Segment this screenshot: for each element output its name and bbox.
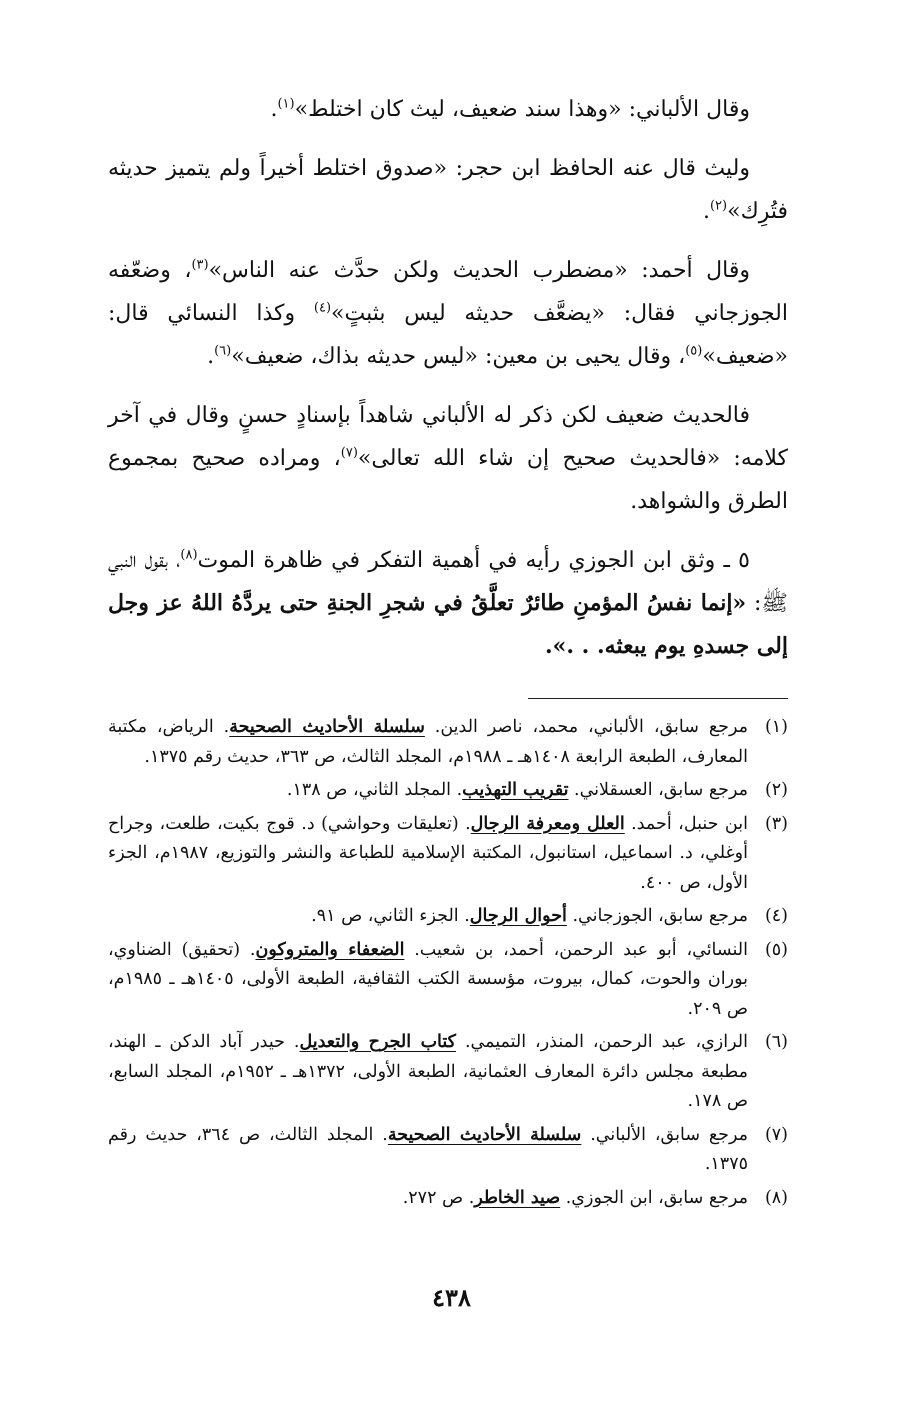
footnote-ref-8: (٨) bbox=[180, 547, 198, 563]
footnote-number: (٣) bbox=[764, 813, 788, 834]
paragraph-5-part-b: ، بقول النبي ﷺ: bbox=[108, 548, 789, 616]
paragraph-3-part-a: وقال أحمد: «مضطرب الحديث ولكن حدَّث عنه الناس» bbox=[208, 258, 750, 283]
paragraph-1-text: وقال الألباني: «وهذا سند ضعيف، ليث كان اختلط» bbox=[294, 97, 750, 122]
footnote-post: . (تعليقات وحواشي) د. قوج بكيت، طلعت، وجراح أوغلي، د. اسماعيل، استانبول، المكتبة الإسلامية للطباعة والنشر والتوزيع، ١٩٨٧م، الجزء الأول، ص ٤٠٠. bbox=[108, 813, 748, 893]
footnote-number: (٦) bbox=[764, 1032, 788, 1052]
footnote-pre: ابن حنبل، أحمد. bbox=[624, 813, 748, 834]
footnote-ref-3: (٣) bbox=[191, 257, 209, 273]
paragraph-3-end: . bbox=[207, 344, 215, 369]
footnote-item bbox=[108, 810, 788, 899]
book-title: أحوال الرجال bbox=[469, 906, 567, 926]
paragraph-3-part-b: ، وضعّفه الجوزجاني فقال: «يضعَّف حديثه ليس بثبتٍ» bbox=[108, 258, 788, 326]
footnote-text bbox=[108, 902, 748, 932]
footnote-ref-2: (٢) bbox=[709, 198, 728, 214]
footnotes bbox=[108, 713, 788, 1213]
footnote-number: (١) bbox=[764, 717, 788, 737]
footnote-ref-7: (٧) bbox=[340, 445, 358, 461]
paragraph-1-end: . bbox=[270, 97, 278, 122]
paragraph-2-text: وليث قال عنه الحافظ ابن حجر: «صدوق اختلط أخيراً ولم يتميز حديثه فتُرِك» bbox=[108, 156, 788, 224]
paragraph-3-part-c: وكذا النسائي قال: «ضعيف» bbox=[108, 301, 788, 369]
paragraph-4-part-a: فالحديث ضعيف لكن ذكر له الألباني شاهداً بإسنادٍ حسنٍ وقال في آخر كلامه: «فالحديث صحيح إن شاء الله تعالى» bbox=[108, 403, 788, 471]
book-title: سلسلة الأحاديث الصحيحة bbox=[387, 1124, 582, 1145]
paragraph-2-end: . bbox=[702, 199, 710, 224]
footnote-number: (٤) bbox=[764, 906, 788, 926]
book-title: صيد الخاطر bbox=[474, 1187, 561, 1208]
footnote-post: . ص ٢٧٢. bbox=[402, 1187, 475, 1208]
footnote-pre: مرجع سابق، الألباني، محمد، ناصر الدين. bbox=[424, 717, 749, 737]
book-title: سلسلة الأحاديث الصحيحة bbox=[229, 717, 425, 737]
footnote-text bbox=[108, 1184, 748, 1214]
footnote-item bbox=[108, 936, 788, 1025]
footnote-ref-1: (١) bbox=[277, 96, 295, 112]
footnote-post: . الرياض، مكتبة المعارف، الطبعة الرابعة ١٤٠٨هـ ـ ١٩٨٨م، المجلد الثالث، ص ٣٦٣، حديث رقم ١٣٧٥. bbox=[108, 717, 748, 767]
footnote-post: . المجلد الثاني، ص ١٣٨. bbox=[286, 780, 463, 800]
footnote-text bbox=[108, 1121, 748, 1180]
footnote-item bbox=[108, 902, 788, 932]
paragraph-5 bbox=[108, 539, 788, 668]
footnote-pre: مرجع سابق، ابن الجوزي. bbox=[560, 1187, 748, 1208]
footnote-pre: مرجع سابق، الجوزجاني. bbox=[566, 906, 748, 926]
footnote-item bbox=[108, 1184, 788, 1214]
footnote-item bbox=[108, 1121, 788, 1180]
footnote-number: (٧) bbox=[764, 1124, 788, 1145]
hadith-quote: «إنما نفسُ المؤمنِ طائرٌ تعلَّقُ في شجرِ الجنةِ حتى يردَّهُ اللهُ عز وجل إلى جسدهِ يوم يبعثه. . .». bbox=[108, 590, 788, 659]
footnote-text bbox=[108, 776, 748, 806]
paragraph-3-part-d: ، وقال يحيى بن معين: «ليس حديثه بذاك، ضعيف» bbox=[231, 344, 686, 369]
footnote-divider bbox=[528, 698, 788, 699]
footnote-text bbox=[108, 1028, 748, 1117]
footnote-text bbox=[108, 713, 748, 772]
page-content bbox=[108, 88, 788, 1217]
paragraph-3 bbox=[108, 249, 788, 378]
footnote-pre: مرجع سابق، الألباني. bbox=[581, 1124, 749, 1145]
footnote-ref-4: (٤) bbox=[313, 300, 332, 316]
footnote-pre: النسائي، أبو عبد الرحمن، أحمد، بن شعيب. bbox=[404, 939, 748, 960]
paragraph-4-part-b: ، ومراده صحيح بمجموع الطرق والشواهد. bbox=[108, 446, 788, 514]
footnote-text bbox=[108, 810, 748, 899]
footnote-post: . حيدر آباد الدكن ـ الهند، مطبعة مجلس دائرة المعارف العثمانية، الطبعة الأولى، ١٣٧٢هـ ـ ١٩٥٢م، المجلد السابع، ص ١٧٨. bbox=[108, 1032, 749, 1111]
footnote-item bbox=[108, 776, 788, 806]
footnote-number: (٥) bbox=[764, 939, 788, 960]
book-title: العلل ومعرفة الرجال bbox=[470, 813, 625, 834]
paragraph-4 bbox=[108, 394, 788, 523]
book-title: تقريب التهذيب bbox=[462, 780, 569, 800]
footnote-text bbox=[108, 936, 748, 1025]
page-number: ٤٣٨ bbox=[432, 1283, 471, 1312]
footnote-post: . (تحقيق) الضناوي، بوران والحوت، كمال، بيروت، مؤسسة الكتب الثقافية، الطبعة الأولى، ١٤٠٥هـ ـ ١٩٨٥م، ص ٢٠٩. bbox=[108, 939, 749, 1019]
footnote-item bbox=[108, 713, 788, 772]
paragraph-1 bbox=[108, 88, 788, 131]
book-title: كتاب الجرح والتعديل bbox=[299, 1032, 456, 1052]
footnote-number: (٨) bbox=[764, 1187, 788, 1208]
footnote-pre: مرجع سابق، العسقلاني. bbox=[568, 780, 748, 800]
paragraph-5-part-a: ٥ ـ وثق ابن الجوزي رأيه في أهمية التفكر في ظاهرة الموت bbox=[197, 548, 750, 573]
footnote-ref-6: (٦) bbox=[214, 343, 232, 359]
footnote-post: . المجلد الثالث، ص ٣٦٤، حديث رقم ١٣٧٥. bbox=[108, 1124, 748, 1174]
paragraph-2 bbox=[108, 147, 788, 233]
footnote-post: . الجزء الثاني، ص ٩١. bbox=[311, 906, 470, 926]
book-title: الضعفاء والمتروكون bbox=[255, 939, 405, 960]
footnote-item bbox=[108, 1028, 788, 1117]
footnote-pre: الرازي، عبد الرحمن، المنذر، التميمي. bbox=[456, 1032, 748, 1052]
footnote-number: (٢) bbox=[764, 780, 788, 800]
footnote-ref-5: (٥) bbox=[685, 343, 703, 359]
